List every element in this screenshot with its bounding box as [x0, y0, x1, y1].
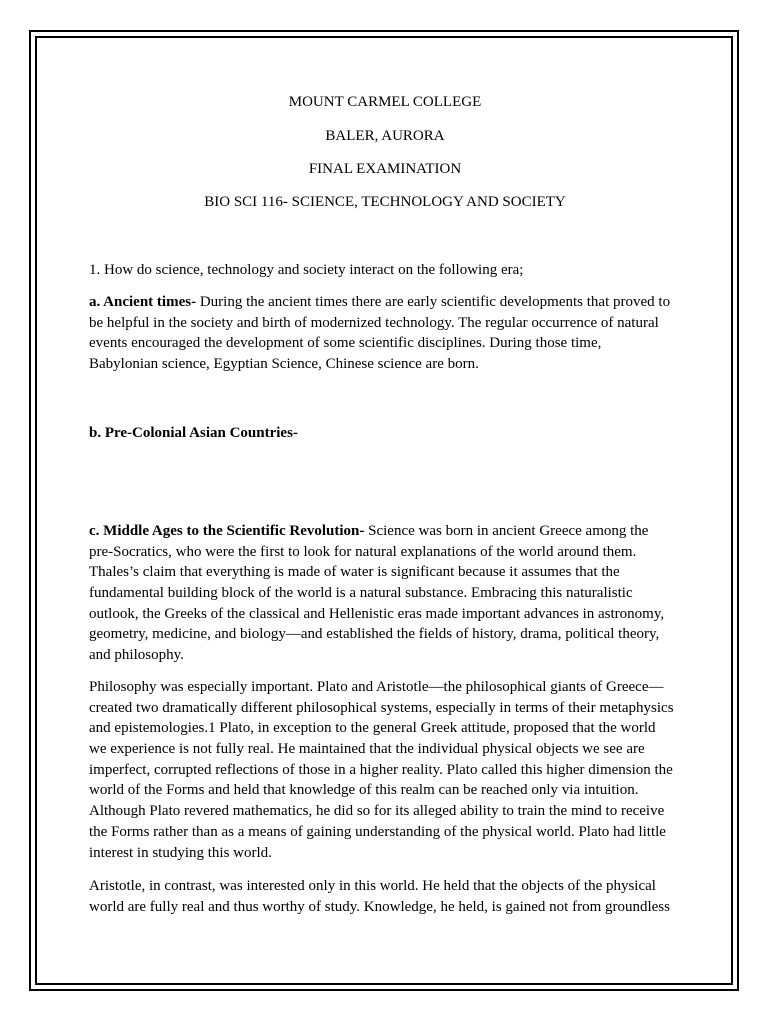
plato-line: Philosophy was especially important. Plato and Aristotle—the philosophical giants of Greece—: [89, 679, 664, 695]
section-c-line: pre-Socratics, who were the first to look for natural explanations of the world around them.: [89, 543, 637, 560]
aristotle-paragraph: [89, 876, 681, 917]
section-b-label: b. Pre-Colonial Asian Countries-: [89, 425, 298, 441]
college-location: BALER, AURORA: [325, 128, 445, 144]
question-text: 1. How do science, technology and society interact on the following era;: [89, 262, 524, 278]
plato-line: created two dramatically different philosophical systems, especially in terms of their metaphysics: [89, 699, 674, 716]
section-a-line: be helpful in the society and birth of modernized technology. The regular occurrence of natural: [89, 314, 659, 331]
plato-line: imperfect, corrupted reflections of those in a higher reality. Plato called this higher dimension the: [89, 761, 673, 778]
section-a-line: During the ancient times there are early scientific developments that proved to: [196, 294, 671, 310]
section-c-line: outlook, the Greeks of the classical and Hellenistic eras made important advances in astronomy,: [89, 605, 665, 622]
section-c-line: and philosophy.: [89, 647, 184, 664]
plato-line: and epistemologies.1 Plato, in exception to the general Greek attitude, proposed that the world: [89, 720, 656, 737]
plato-line: the Forms rather than as a means of gaining understanding of the physical world. Plato had little: [89, 823, 666, 840]
plato-line: world of the Forms and held that knowledge of this realm can be reached only via intuition.: [89, 782, 639, 799]
aristotle-line: Aristotle, in contrast, was interested only in this world. He held that the objects of the physical: [89, 878, 656, 894]
plato-line: Although Plato revered mathematics, he did so for its alleged ability to train the mind to receive: [89, 803, 665, 820]
plato-paragraph: [89, 677, 681, 863]
college-name: MOUNT CARMEL COLLEGE: [288, 94, 482, 110]
section-c-line: Science was born in ancient Greece among the: [364, 523, 649, 539]
section-c-label: c. Middle Ages to the Scientific Revolution-: [89, 523, 365, 539]
section-a-line: Babylonian science, Egyptian Science, Chinese science are born.: [89, 356, 479, 373]
course-title: BIO SCI 116- SCIENCE, TECHNOLOGY AND SOCIETY: [204, 194, 566, 210]
section-a-line: events encouraged the development of some scientific disciplines. During those time,: [89, 335, 602, 352]
plato-line: interest in studying this world.: [89, 844, 272, 861]
aristotle-line: world are fully real and thus worthy of study. Knowledge, he held, is gained not from groundless: [89, 898, 670, 915]
plato-line: we experience is not fully real. He maintained that the individual physical objects we see are: [89, 741, 645, 758]
section-a-label: a. Ancient times-: [89, 294, 197, 310]
section-a-paragraph: [89, 292, 681, 375]
section-c-paragraph: [89, 521, 681, 666]
section-c-line: Thales’s claim that everything is made of water is significant because it assumes that the: [89, 564, 620, 581]
section-c-line: geometry, medicine, and biology—and established the fields of history, drama, political theory,: [89, 626, 660, 643]
section-b-paragraph: [89, 423, 681, 444]
exam-title: FINAL EXAMINATION: [308, 161, 462, 177]
section-c-line: fundamental building block of the world is a natural substance. Embracing this naturalistic: [89, 585, 633, 602]
